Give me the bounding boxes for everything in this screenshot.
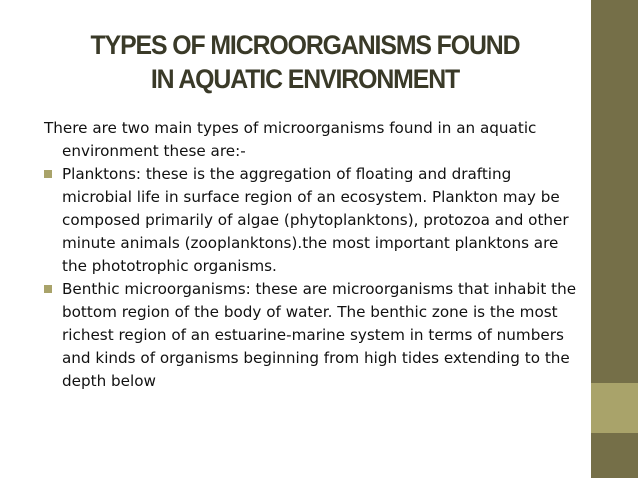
bullet-text-benthic: Benthic microorganisms: these are microorganisms that inhabit the bottom region of the body of water. The benthic zone is the most richest region of an estuarine-marine system in terms of numbers and kinds of organisms beginning from high tides extending to the depth below — [62, 280, 577, 390]
slide-body — [44, 117, 584, 393]
bullet-text-planktons: Planktons: these is the aggregation of floating and drafting microbial life in surface region of an ecosystem. Plankton may be composed primarily of algae (phytoplanktons), protozoa and other minute animals (zooplanktons).the most important planktons are the phototrophic organisms. — [62, 165, 569, 275]
decorative-side-accent — [591, 383, 638, 433]
bullet-item-planktons — [44, 163, 584, 278]
square-bullet-icon — [44, 170, 52, 178]
slide-title-line-2: IN AQUATIC ENVIRONMENT — [150, 64, 460, 94]
bullet-item-benthic — [44, 278, 584, 393]
slide-title — [52, 28, 558, 96]
intro-paragraph: There are two main types of microorganisms found in an aquatic environment these are:- — [44, 119, 537, 160]
square-bullet-icon — [44, 285, 52, 293]
slide-title-line-1: TYPES OF MICROORGANISMS FOUND — [90, 30, 520, 60]
